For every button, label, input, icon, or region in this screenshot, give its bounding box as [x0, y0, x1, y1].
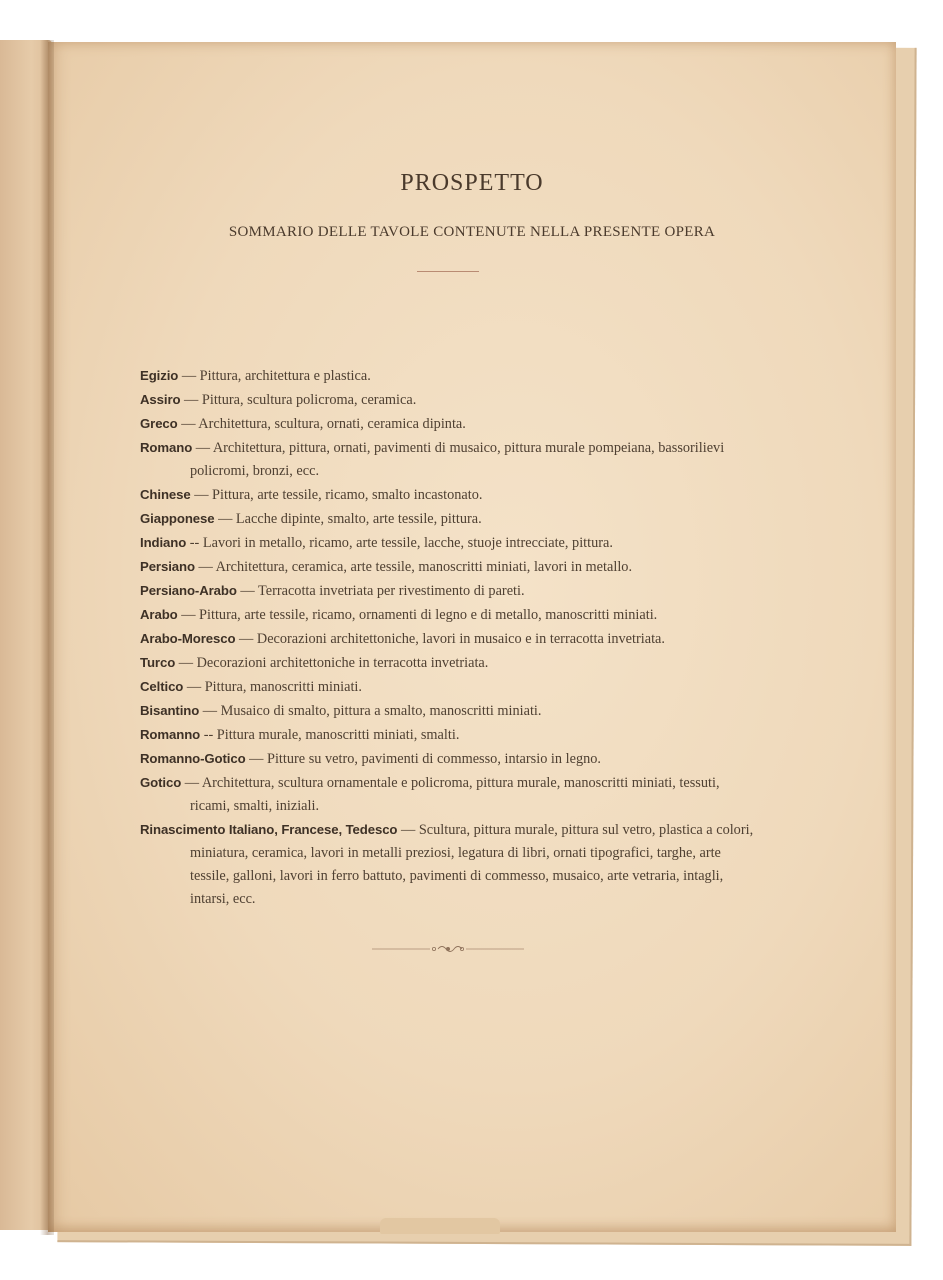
- torn-edge: [380, 1218, 500, 1234]
- entry-description: — Architettura, ceramica, arte tessile, manoscritti miniati, lavori in metallo.: [198, 559, 633, 575]
- entry-style-name: Romano: [140, 440, 193, 455]
- contents-entry: [140, 364, 760, 388]
- entry-style-name: Greco: [140, 416, 178, 431]
- contents-entry: [140, 507, 760, 531]
- entry-description: — Pittura, arte tessile, ricamo, smalto incastonato.: [194, 487, 483, 503]
- entry-style-name: Indiano: [140, 535, 187, 550]
- entry-description: — Musaico di smalto, pittura a smalto, manoscritti miniati.: [202, 703, 542, 719]
- page-title: PROSPETTO: [400, 170, 544, 196]
- contents-entry: [140, 723, 760, 747]
- entry-description: — Scultura, pittura murale, pittura sul vetro, plastica a colori, miniatura, ceramica, lavori in metalli preziosi, legatura di libri, ornati tipografici, targhe, arte tessile, galloni, lavori in ferro battuto, pavimenti di commesso, musaico, arte vetraria, intagli, intarsi, ecc.: [190, 822, 754, 907]
- entry-description: — Pittura, arte tessile, ricamo, ornamenti di legno e di metallo, manoscritti miniati.: [181, 607, 658, 623]
- entry-description: — Lacche dipinte, smalto, arte tessile, pittura.: [218, 511, 482, 527]
- contents-entry: [140, 603, 760, 627]
- contents-entry: [140, 555, 760, 579]
- title-rule: [417, 271, 479, 272]
- entry-style-name: Assiro: [140, 392, 181, 407]
- entry-description: -- Lavori in metallo, ricamo, arte tessile, lacche, stuoje intrecciate, pittura.: [189, 535, 613, 551]
- entry-style-name: Rinascimento Italiano, Francese, Tedesco: [140, 822, 398, 837]
- contents-list: [140, 364, 760, 911]
- contents-entry: [140, 627, 760, 651]
- entry-description: — Pitture su vetro, pavimenti di commesso, intarsio in legno.: [249, 751, 601, 767]
- entry-style-name: Chinese: [140, 487, 191, 502]
- entry-style-name: Bisantino: [140, 703, 200, 718]
- contents-entry: [140, 818, 760, 911]
- entry-style-name: Romanno: [140, 727, 201, 742]
- entry-description: — Decorazioni architettoniche in terracotta invetriata.: [178, 655, 489, 671]
- entry-style-name: Gotico: [140, 775, 182, 790]
- contents-entry: [140, 771, 760, 818]
- contents-entry: [140, 699, 760, 723]
- entry-style-name: Persiano: [140, 559, 195, 574]
- entry-style-name: Celtico: [140, 679, 184, 694]
- entry-description: — Pittura, scultura policroma, ceramica.: [184, 392, 417, 408]
- entry-description: — Architettura, scultura ornamentale e policroma, pittura murale, manoscritti miniati, tessuti, ricami, smalti, iniziali.: [184, 775, 720, 814]
- spine-shadow: [40, 40, 54, 1235]
- entry-style-name: Arabo-Moresco: [140, 631, 236, 646]
- contents-entry: [140, 483, 760, 507]
- entry-style-name: Egizio: [140, 368, 179, 383]
- contents-entry: [140, 579, 760, 603]
- contents-entry: [140, 436, 760, 483]
- entry-description: — Pittura, architettura e plastica.: [181, 368, 371, 384]
- entry-style-name: Turco: [140, 655, 176, 670]
- entry-description: — Architettura, pittura, ornati, pavimenti di musaico, pittura murale pompeiana, bassorilievi policromi, bronzi, ecc.: [190, 440, 725, 479]
- contents-entry: [140, 675, 760, 699]
- entry-description: -- Pittura murale, manoscritti miniati, smalti.: [203, 727, 460, 743]
- contents-entry: [140, 651, 760, 675]
- entry-style-name: Arabo: [140, 607, 178, 622]
- contents-entry: [140, 388, 760, 412]
- contents-entry: [140, 747, 760, 771]
- entry-description: — Pittura, manoscritti miniati.: [186, 679, 362, 695]
- entry-style-name: Romanno-Gotico: [140, 751, 246, 766]
- ornament-divider-icon: [372, 942, 524, 956]
- entry-description: — Decorazioni architettoniche, lavori in musaico e in terracotta invetriata.: [239, 631, 665, 647]
- entry-description: — Terracotta invetriata per rivestimento di pareti.: [240, 583, 525, 599]
- contents-entry: [140, 412, 760, 436]
- book-page: [48, 42, 896, 1232]
- entry-style-name: Persiano-Arabo: [140, 583, 237, 598]
- contents-entry: [140, 531, 760, 555]
- entry-description: — Architettura, scultura, ornati, ceramica dipinta.: [181, 416, 466, 432]
- page-subtitle: SOMMARIO DELLE TAVOLE CONTENUTE NELLA PRESENTE OPERA: [228, 224, 716, 240]
- entry-style-name: Giapponese: [140, 511, 215, 526]
